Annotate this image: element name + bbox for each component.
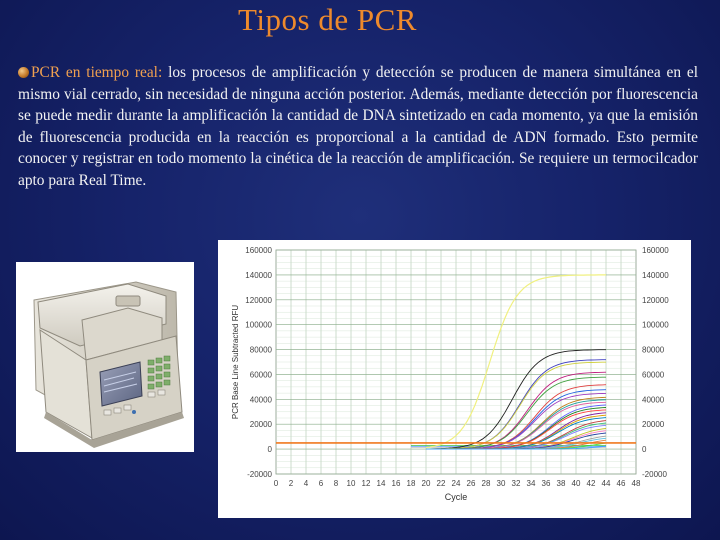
x-tick-label: 0: [273, 479, 279, 488]
amplification-chart: [218, 240, 691, 518]
y-tick-label-left: -20000: [247, 470, 272, 479]
x-tick-label: 8: [333, 479, 339, 488]
body-paragraph: [18, 62, 698, 191]
y-tick-label-right: -20000: [642, 470, 667, 479]
x-tick-label: 40: [571, 479, 581, 488]
chart-grid: [276, 250, 636, 474]
y-tick-label-right: 20000: [642, 420, 665, 430]
y-tick-label-right: 60000: [642, 370, 665, 380]
y-tick-label-right: 160000: [642, 246, 669, 255]
x-tick-label: 30: [496, 479, 506, 488]
y-tick-label-left: 120000: [245, 295, 272, 305]
x-tick-label: 12: [361, 479, 371, 488]
body-text: los procesos de amplificación y detección se producen de manera simultánea en el mismo vial cerrado, sin necesidad de ninguna acción posterior. Además, mediante detección por fluorescencia se puede medir durante la amplificación la cantidad de DNA sintetizado en cada momento, ya que la emisión de fluorescencia producida en la reacción es proporcional a la cantidad de ADN formado. Esto permite conocer y registrar en todo momento la cinética de la reacción de amplificación. Se requiere un termocilcador apto para Real Time.: [18, 64, 698, 189]
x-tick-label: 20: [421, 479, 431, 488]
x-tick-label: 38: [556, 479, 566, 488]
x-tick-label: 24: [451, 479, 461, 488]
bullet-icon: [18, 67, 29, 78]
x-tick-label: 2: [288, 479, 294, 488]
y-tick-label-left: 20000: [249, 420, 272, 430]
y-axis-label: PCR Base Line Subtracted RFU: [231, 304, 240, 420]
x-tick-label: 48: [631, 479, 641, 488]
x-tick-label: 14: [376, 479, 386, 488]
thermocycler-image: [16, 262, 194, 452]
x-tick-label: 18: [406, 479, 416, 488]
slide-title: Tipos de PCR: [238, 2, 417, 37]
x-tick-label: 36: [541, 479, 551, 488]
x-tick-label: 10: [346, 479, 356, 488]
x-tick-label: 44: [601, 479, 611, 488]
y-tick-label-left: 40000: [249, 395, 272, 405]
y-tick-label-right: 0: [642, 445, 647, 455]
x-tick-label: 4: [303, 479, 309, 488]
y-tick-label-left: 100000: [245, 320, 272, 330]
x-tick-label: 34: [526, 479, 536, 488]
y-tick-label-right: 120000: [642, 295, 669, 305]
x-tick-label: 16: [391, 479, 401, 488]
x-tick-label: 6: [318, 479, 324, 488]
y-tick-label-right: 100000: [642, 320, 669, 330]
x-tick-label: 22: [436, 479, 446, 488]
y-tick-label-left: 80000: [249, 345, 272, 355]
y-tick-label-left: 140000: [245, 270, 272, 280]
y-tick-label-left: 160000: [245, 246, 272, 255]
x-tick-label: 28: [481, 479, 491, 488]
x-tick-label: 26: [466, 479, 476, 488]
y-tick-label-left: 0: [267, 445, 272, 455]
y-tick-label-left: 60000: [249, 370, 272, 380]
y-tick-label-right: 80000: [642, 345, 665, 355]
y-tick-label-right: 140000: [642, 270, 669, 280]
x-tick-label: 46: [616, 479, 626, 488]
y-tick-label-right: 40000: [642, 395, 665, 405]
x-tick-label: 42: [586, 479, 596, 488]
x-tick-label: 32: [511, 479, 521, 488]
x-axis-label: Cycle: [444, 492, 468, 502]
lead-label: PCR en tiempo real:: [31, 64, 163, 81]
